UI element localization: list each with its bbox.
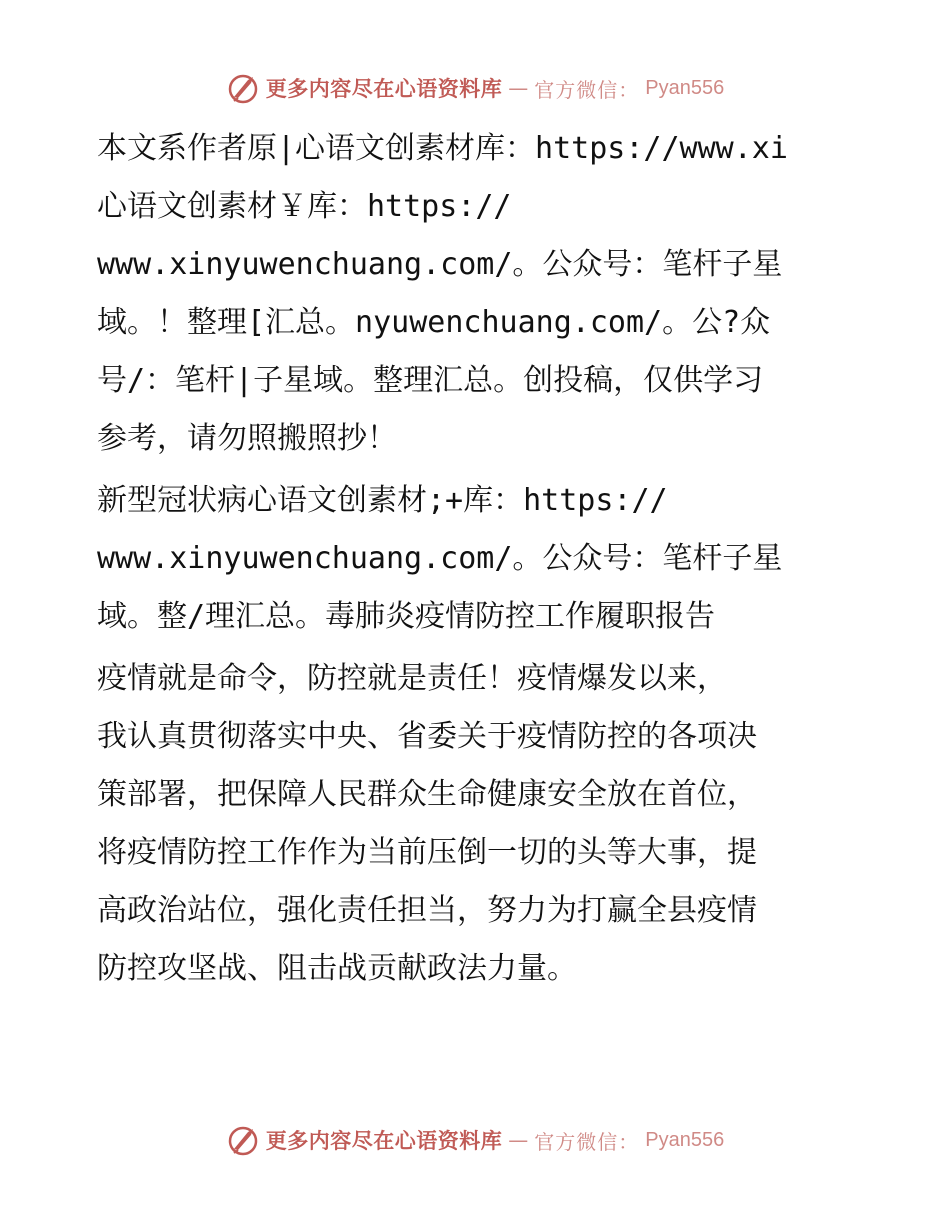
text-line: 新型冠状病心语文创素材;+库：https://	[97, 483, 668, 518]
text-line: 防控攻坚战、阻击战贡献政法力量。	[97, 951, 577, 986]
banner-wechat-id: Pyan556	[645, 1128, 725, 1151]
banner-wechat-label: 官方微信：	[534, 1129, 640, 1154]
banner-dash: —	[508, 1128, 529, 1152]
text-line: 号/：笔杆|子星域。整理汇总。创投稿，仅供学习	[97, 363, 764, 398]
banner-wechat-id: Pyan556	[645, 76, 725, 99]
text-line: 参考，请勿照搬照抄！	[97, 421, 397, 456]
paragraph-3	[97, 650, 857, 998]
banner-main-text: 更多内容尽在心语资料库	[265, 76, 503, 101]
header-watermark-banner	[0, 68, 950, 108]
text-line: www.xinyuwenchuang.com/。公众号：笔杆子星	[97, 247, 783, 282]
banner-wechat-label: 官方微信：	[534, 77, 640, 102]
document-body	[97, 120, 857, 998]
paragraph-2	[97, 472, 857, 646]
text-line: 将疫情防控工作作为当前压倒一切的头等大事，提	[97, 835, 757, 870]
text-line: 本文系作者原|心语文创素材库：https://www.xi	[97, 131, 788, 166]
footer-watermark-banner	[0, 1120, 950, 1160]
text-line: 域。整/理汇总。毒肺炎疫情防控工作履职报告	[97, 599, 716, 634]
quill-pen-logo-icon	[226, 71, 260, 105]
text-line: www.xinyuwenchuang.com/。公众号：笔杆子星	[97, 541, 783, 576]
banner-dash: —	[508, 76, 529, 100]
quill-pen-logo-icon	[226, 1123, 260, 1157]
banner-main-text: 更多内容尽在心语资料库	[265, 1128, 503, 1153]
text-line: 高政治站位，强化责任担当，努力为打赢全县疫情	[97, 893, 757, 928]
text-line: 策部署，把保障人民群众生命健康安全放在首位，	[97, 777, 757, 812]
text-line: 疫情就是命令，防控就是责任！疫情爆发以来，	[97, 661, 727, 696]
text-line: 我认真贯彻落实中央、省委关于疫情防控的各项决	[97, 719, 757, 754]
paragraph-1	[97, 120, 857, 468]
text-line: 域。！整理[汇总。nyuwenchuang.com/。公?众	[97, 305, 771, 340]
text-line: 心语文创素材￥库：https://	[97, 189, 512, 224]
